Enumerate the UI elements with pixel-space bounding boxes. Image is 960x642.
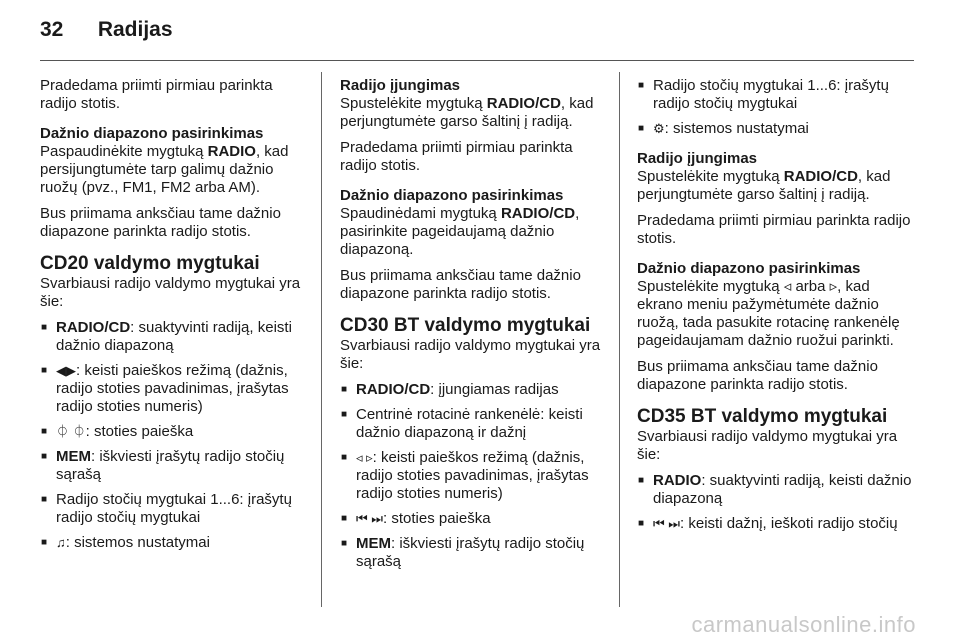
seek-arrows-icon: ◃ ▹ (356, 450, 373, 465)
band-selection-heading: Dažnio diapazono pasirinkimas (637, 260, 861, 277)
radio-on-heading: Radijo įjungimas (340, 77, 461, 94)
cd30-control-list-continued (637, 77, 912, 138)
page-header (40, 18, 173, 48)
list-item: ■ ⚙: sistemos nustatymai (638, 120, 809, 137)
list-item: ■ ◀▶: keisti paieškos režimą (dažnis, radijo stoties pavadinimas, įrašytas radijo stoties numeris) (41, 362, 289, 415)
watermark: carmanualsonline.info (691, 612, 916, 637)
radio-cd-key: RADIO/CD (486, 95, 561, 112)
skip-buttons-icon: ⏮ ⏭ (356, 511, 384, 526)
band-note-paragraph: Bus priimama anksčiau tame dažnio diapazone parinkta radijo stotis. (40, 205, 281, 240)
cd30-intro: Svarbiausi radijo valdymo mygtukai yra šie: (340, 337, 601, 372)
cd20-heading: CD20 valdymo mygtukai (40, 253, 260, 274)
column-divider-1 (321, 72, 322, 607)
cd30-control-list (340, 381, 610, 571)
radio-on-paragraph: Spustelėkite mygtuką RADIO/CD, kad perjungtumėte garso šaltinį į radiją. (637, 168, 891, 203)
column-3 (637, 77, 912, 540)
skip-buttons-icon: ⏮ ⏭ (653, 516, 681, 531)
settings-icon: ⚙ (653, 121, 665, 136)
band-selection-heading: Dažnio diapazono pasirinkimas (40, 125, 264, 142)
radio-on-paragraph: Spustelėkite mygtuką RADIO/CD, kad perjungtumėte garso šaltinį į radiją. (340, 95, 594, 130)
band-note-paragraph: Bus priimama anksčiau tame dažnio diapazone parinkta radijo stotis. (340, 267, 581, 302)
cd35-heading: CD35 BT valdymo mygtukai (637, 406, 888, 427)
list-item: ■ RADIO/CD: įjungiamas radijas (341, 381, 559, 398)
bullet-icon: ■ (638, 80, 645, 91)
list-item: ■ ⏀ ⏀: stoties paieška (41, 423, 194, 440)
cd35-intro: Svarbiausi radijo valdymo mygtukai yra šie: (637, 428, 898, 463)
bullet-icon: ■ (341, 384, 348, 395)
station-search-icon: ⏀ ⏀ (56, 424, 86, 439)
intro-paragraph: Pradedama priimti pirmiau parinkta radijo stotis. (40, 77, 273, 112)
list-item: ■ ◃ ▹: keisti paieškos režimą (dažnis, radijo stoties pavadinimas, įrašytas radijo stoties numeris) (341, 449, 589, 502)
bullet-icon: ■ (41, 426, 48, 437)
bullet-icon: ■ (638, 123, 645, 134)
cd30-heading: CD30 BT valdymo mygtukai (340, 315, 591, 336)
bullet-icon: ■ (341, 513, 348, 524)
seek-arrows-icon: ◀▶ (56, 363, 76, 378)
bullet-icon: ■ (341, 452, 348, 463)
bullet-icon: ■ (41, 322, 48, 333)
bullet-icon: ■ (41, 451, 48, 462)
radio-cd-key: RADIO/CD (783, 168, 858, 185)
bullet-icon: ■ (341, 409, 348, 420)
list-item: ■ RADIO: suaktyvinti radiją, keisti dažnio diapazoną (638, 472, 912, 507)
cd20-intro: Svarbiausi radijo valdymo mygtukai yra šie: (40, 275, 301, 310)
list-item: ■ MEM: iškviesti įrašytų radijo stočių sąrašą (341, 535, 585, 570)
bullet-icon: ■ (41, 537, 48, 548)
radio-key: RADIO (207, 143, 256, 160)
list-item: ■ Centrinė rotacinė rankenėlė: keisti dažnio diapazoną ir dažnį (341, 406, 583, 441)
cd35-control-list (637, 472, 912, 533)
list-item: ■ RADIO/CD: suaktyvinti radiją, keisti dažnio diapazoną (41, 319, 292, 354)
page-number: 32 (40, 18, 64, 41)
list-item: ■ Radijo stočių mygtukai 1...6: įrašytų radijo stočių mygtukai (41, 491, 292, 526)
bullet-icon: ■ (41, 365, 48, 376)
bullet-icon: ■ (638, 518, 645, 529)
radio-on-heading: Radijo įjungimas (637, 150, 758, 167)
band-selection-paragraph: Paspaudinėkite mygtuką RADIO, kad persijungtumėte tarp galimų dažnio ruožų (pvz., FM1, FM2 arba AM). (40, 143, 289, 196)
intro-paragraph: Pradedama priimti pirmiau parinkta radijo stotis. (340, 139, 573, 174)
intro-paragraph: Pradedama priimti pirmiau parinkta radijo stotis. (637, 212, 911, 247)
bullet-icon: ■ (341, 538, 348, 549)
band-note-paragraph: Bus priimama anksčiau tame dažnio diapazone parinkta radijo stotis. (637, 358, 878, 393)
list-item: ■ ♫: sistemos nustatymai (41, 534, 210, 551)
column-2 (340, 77, 610, 578)
music-settings-icon: ♫ (56, 535, 66, 550)
list-item: ■ ⏮ ⏭: keisti dažnį, ieškoti radijo stočių (638, 515, 898, 532)
column-1 (40, 77, 308, 559)
list-item: ■ MEM: iškviesti įrašytų radijo stočių sąrašą (41, 448, 285, 483)
bullet-icon: ■ (41, 494, 48, 505)
bullet-icon: ■ (638, 475, 645, 486)
list-item: ■ ⏮ ⏭: stoties paieška (341, 510, 491, 527)
column-divider-2 (619, 72, 620, 607)
band-selection-paragraph: Spaudinėdami mygtuką RADIO/CD, pasirinkite pageidaujamą dažnio diapazoną. (340, 205, 580, 258)
band-selection-heading: Dažnio diapazono pasirinkimas (340, 187, 564, 204)
list-item: ■ Radijo stočių mygtukai 1...6: įrašytų radijo stočių mygtukai (638, 77, 889, 112)
band-selection-paragraph: Spustelėkite mygtuką ◃ arba ▹, kad ekrano meniu pažymėtumėte dažnio ruožą, tada pasukite rotacinę rankenėlę pageidaujamam dažnio ruožui parinkti. (637, 278, 900, 349)
radio-cd-key: RADIO/CD (500, 205, 576, 222)
page-title: Radijas (97, 18, 173, 41)
header-rule (40, 60, 914, 61)
cd20-control-list (40, 319, 308, 552)
